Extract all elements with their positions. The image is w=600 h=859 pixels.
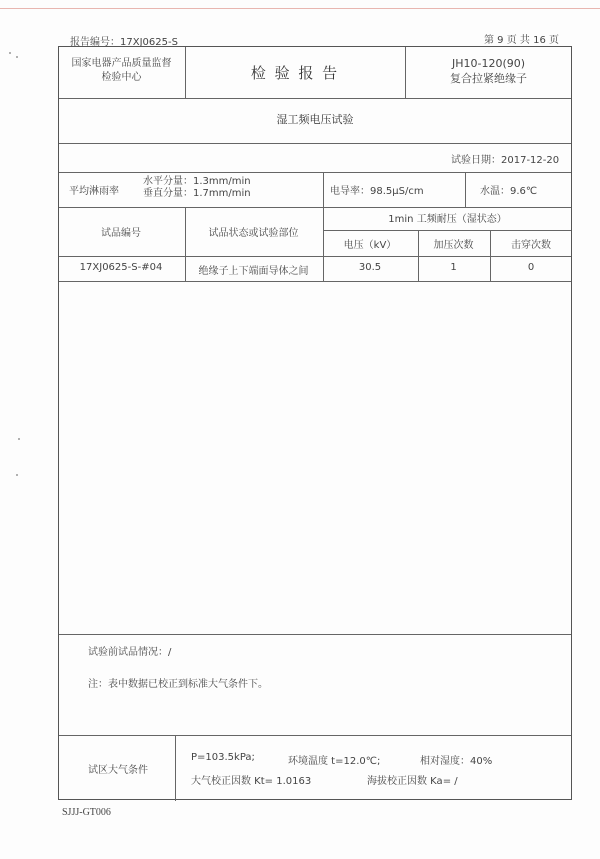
col-header-count: 加压次数 [433,240,474,251]
horizontal-component: 水平分量：1.3mm/min [143,176,251,187]
pre-test-condition: 试验前试品情况：/ [88,647,172,658]
form-code: SJJJ-GT006 [62,807,111,818]
test-date: 试验日期：2017-12-20 [451,155,560,166]
correction-factor-ka: 海拔校正因数 Ka= / [367,776,458,787]
rain-rate-label: 平均淋雨率 [69,186,119,197]
document-title: 检 验 报 告 [250,64,340,82]
ambient-temperature: 环境温度 t=12.0℃; [288,756,381,767]
rain-components [143,176,251,200]
page-info: 第 9 页 共 16 页 [484,35,559,46]
report-number-value: 17XJ0625-S [120,37,178,48]
correction-factor-kt: 大气校正因数 Kt= 1.0163 [191,776,312,787]
table-row-voltage: 30.5 [358,262,382,273]
product-model: JH10-120(90) [451,57,526,70]
section-title: 湿工频电压试验 [276,113,354,126]
product-block [405,56,572,86]
pressure: P=103.5kPa; [191,752,255,763]
col-header-breakdown: 击穿次数 [511,240,551,251]
scan-speck [18,438,20,440]
col-header-state: 试品状态或试验部位 [208,228,299,239]
vertical-component: 垂直分量：1.7mm/min [143,188,251,199]
col-header-voltage: 电压（kV） [343,240,397,251]
scan-speck [9,52,11,54]
table-row-sample: 17XJ0625-S-#04 [79,262,163,273]
product-name: 复合拉紧绝缘子 [450,72,527,85]
conductivity: 电导率：98.5μS/cm [330,186,424,197]
scan-speck [16,56,18,58]
table-row-state: 绝缘子上下端面导体之间 [198,266,309,277]
report-number-label: 报告编号： [70,37,120,48]
calibration-note: 注：表中数据已校正到标准大气条件下。 [88,679,268,690]
relative-humidity: 相对湿度：40% [420,756,493,767]
group-header-withstand: 1min 工频耐压（湿状态） [388,214,507,225]
table-row-breakdown: 0 [527,262,535,273]
org-line-2: 检验中心 [101,72,142,83]
top-rule [0,8,600,9]
water-temperature: 水温：9.6℃ [480,186,538,197]
issuing-organization [58,57,185,85]
col-header-sample: 试品编号 [101,228,141,239]
scan-speck [16,474,18,476]
org-line-1: 国家电器产品质量监督 [71,58,172,69]
atmosphere-label: 试区大气条件 [88,765,148,776]
table-row-count: 1 [450,262,457,273]
